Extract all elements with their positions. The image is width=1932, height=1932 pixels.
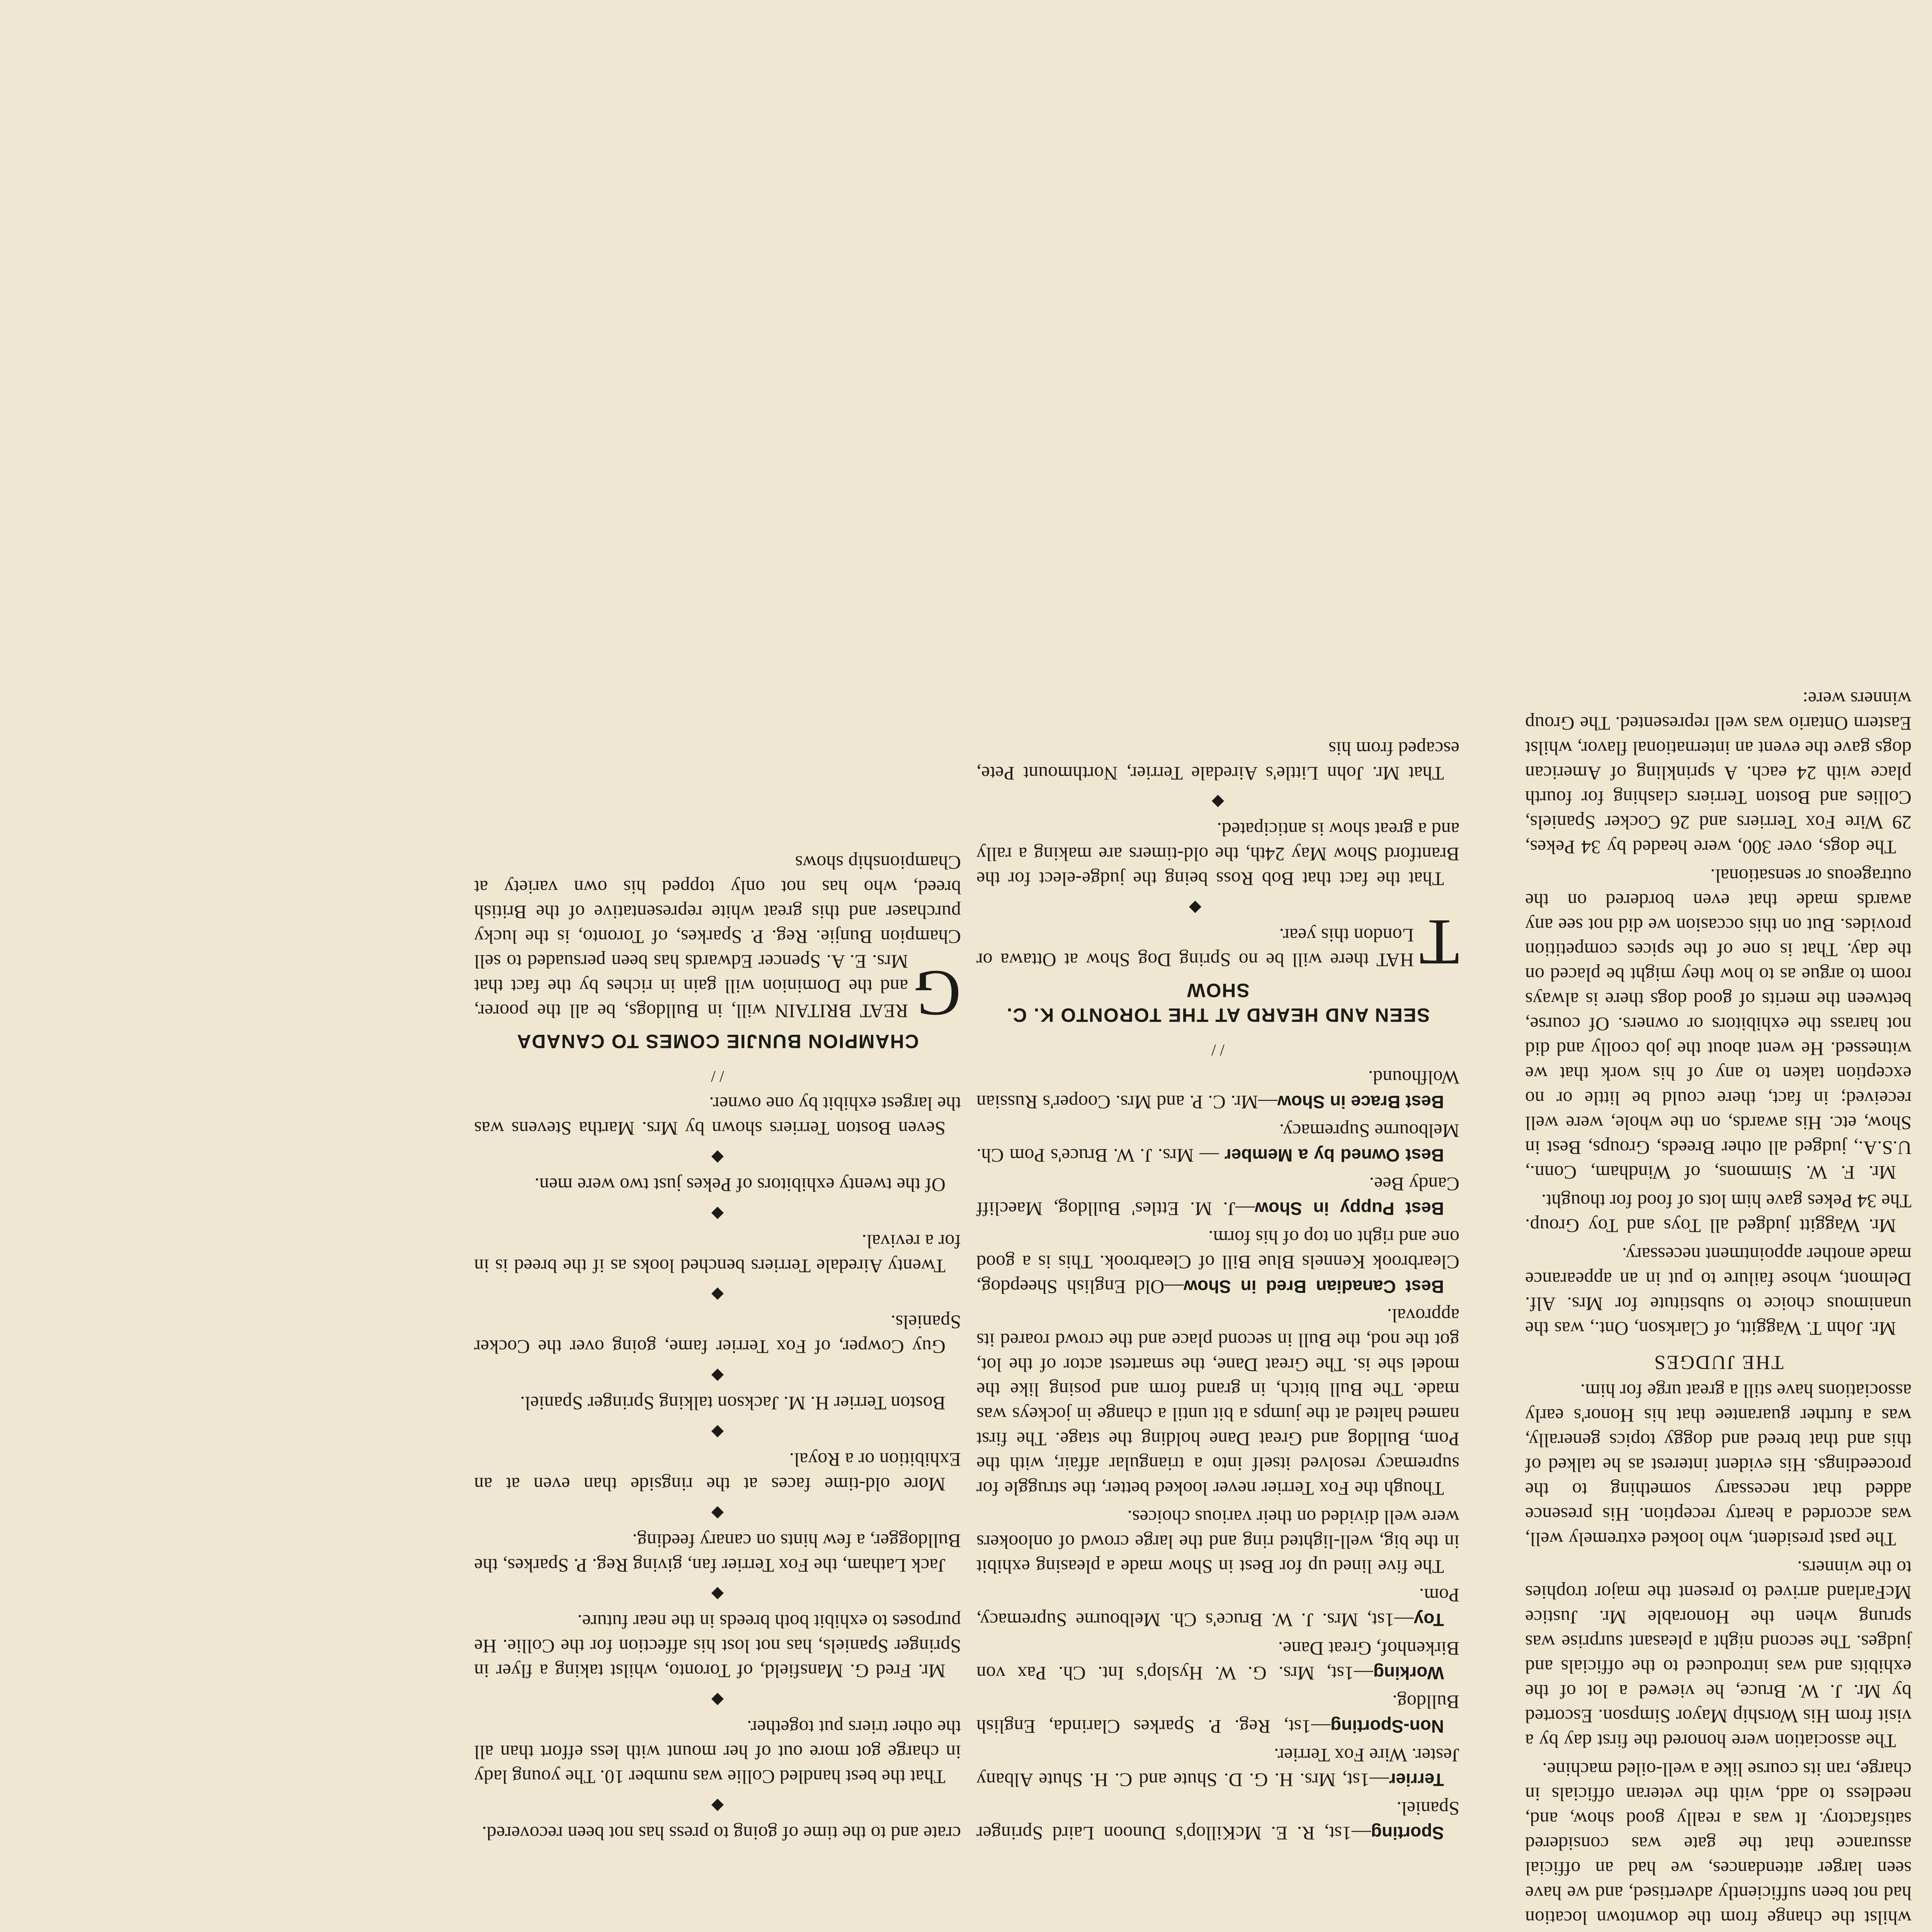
paragraph: Twenty Airedale Terriers benched looks as if the breed is in for a revival. — [474, 1230, 961, 1277]
section-separator: / / — [1211, 1041, 1225, 1059]
paragraph: Mr. John T. Waggitt, of Clarkson, Ont., was the unanimous choice to substitute for Mrs. Alf. Delmont, whose failure to put in an appearance made another appointment necessary. — [1525, 1244, 1912, 1340]
paragraph: Mr. F. W. Simmons, of Windham, Conn., U.S.A., judged all other Breeds, Groups, Best in Show, etc. His awards, on the whole, were well received; in fact, there could be little or no exception taken to any of his work that we witnessed. He went about the job coolly and did not harass the exhibitors or owners. Of course, between the merits of good dogs there is always room to argue as to how they might be placed on the day. That is one of the spices competition provides. But on this occasion we did not see any awards made that even bordered on the outrageous or sensational. — [1525, 865, 1912, 1184]
award-canadian-bred: Best Canadian Bred in Show—Old English Sheepdog, Clearbrook Kennels Blue Bill of Clearbrook. This is a good one and right on top of his form. — [976, 1227, 1459, 1298]
group-winner-working: Working—1st, Mrs. G. W. Hyslop's Int. Ch. Pax von Birkenhof, Great Dane. — [976, 1638, 1459, 1684]
paragraph: That the fact that Bob Ross being the judge-elect for the Brantford Show May 24th, the old-timers are making a rally and a great show is anticipated. — [976, 819, 1459, 890]
paragraph: Of the twenty exhibitors of Pekes just two were men. — [534, 1174, 946, 1196]
paragraph: crate and to the time of going to press has not been recovered. — [482, 1823, 961, 1844]
paragraph: Though the Fox Terrier never looked better, the struggle for supremacy resolved itself into a triangular affair, with the Pom, Bulldog and Great Dane holding the stage. The first named halted at the jumps a bit until a change in jockeys was made. The Bull bitch, in grand form and posing like the model she is. The Great Dane, the smartest actor of the lot, got the nod, the Bull in second place and the crowd roared its approval. — [976, 1305, 1459, 1500]
paragraph: Jack Latham, the Fox Terrier fan, giving Reg. P. Sparkes, the Bulldogger, a few hints on canary feeding. — [474, 1530, 961, 1577]
award-best-puppy: Best Puppy in Show—J. M. Ettles' Bulldog, Maecliff Candy Bee. — [976, 1173, 1459, 1220]
bullet-separator: ◆ — [1211, 793, 1225, 811]
bullet-separator: ◆ — [711, 1691, 724, 1709]
section-heading-champion-bunjie: CHAMPION BUNJIE COMES TO CANADA — [516, 1031, 919, 1053]
paragraph: Boston Terrier H. M. Jackson talking Springer Spaniel. — [520, 1393, 946, 1415]
bullet-separator: ◆ — [711, 1423, 724, 1441]
paragraph: More old-time faces at the ringside than even at an Exhibition or a Royal. — [474, 1449, 961, 1495]
section-heading-seen-and-heard: SEEN AND HEARD AT THE TORONTO K. C. SHOW — [1006, 980, 1430, 1026]
group-winner-sporting: Sporting—1st, R. E. McKillop's Dunoon Laird Springer Spaniel. — [976, 1798, 1459, 1844]
bullet-separator: ◆ — [711, 1367, 724, 1385]
subheading-judges: THE JUDGES — [1653, 1351, 1784, 1373]
paragraph: whilst the change from the downtown location had not been sufficiently advertised, and we have seen larger attendances, we had an official assurance that the gate was considered satisfactory. It was a really good show, and, needless to add, with the veteran officials in charge, ran its course like a well-oiled machine. — [1525, 1759, 1912, 1929]
paragraph: Seven Boston Terriers shown by Mrs. Martha Stevens was the largest exhibit by one owner. — [474, 1093, 961, 1140]
column-1 — [1525, 683, 1912, 1932]
column-3 — [474, 847, 961, 1846]
bullet-separator: ◆ — [711, 1204, 724, 1223]
section-separator: / / — [711, 1067, 724, 1085]
group-winner-non-sporting: Non-Sporting—1st, Reg. P. Sparkes Clarinda, English Bulldog. — [976, 1691, 1459, 1738]
paragraph: That the best handled Collie was number 10. The young lady in charge got more out of her mount with less effort than all the other triers put together. — [474, 1717, 961, 1788]
group-winner-toy: Toy—1st, Mrs. J. W. Bruce's Ch. Melbourne Supremacy, Pom. — [976, 1585, 1459, 1631]
bullet-separator: ◆ — [711, 1286, 724, 1304]
paragraph: That Mr. John Little's Airedale Terrier, Northmount Pete, escaped from his — [976, 738, 1459, 784]
bullet-separator: ◆ — [711, 1585, 724, 1603]
group-winner-terrier: Terrier—1st, Mrs. H. G. D. Shute and C. H. Shute Albany Jester. Wire Fox Terrier. — [976, 1745, 1459, 1791]
award-best-member: Best Owned by a Member — Mrs. J. W. Bruce's Pom Ch. Melbourne Supremacy. — [976, 1120, 1459, 1167]
bullet-separator: ◆ — [711, 1797, 724, 1815]
paragraph: Mr. Fred G. Mansfield, of Toronto, whilst taking a flyer in Springer Spaniels, has not lost his affection for the Collie. He purposes to exhibit both breeds in the near future. — [474, 1611, 961, 1682]
paragraph: The five lined up for Best in Show made a pleasing exhibit in the big, well-lighted ring and the large crowd of onlookers were well divided on their various choices. — [976, 1507, 1459, 1578]
paragraph: Mr. Waggitt judged all Toys and Toy Group. The 34 Pekes gave him lots of food for thought. — [1525, 1190, 1912, 1237]
drop-cap: T — [1419, 906, 1459, 979]
bullet-separator: ◆ — [711, 1504, 724, 1522]
paragraph: The past president, who looked extremely well, was accorded a hearty reception. His presence added that necessary something to the proceedings. His evident interest as he talked of this and that breed and doggy topics generally, was a further guarantee that his Honor's early associations have still a great urge for him. — [1525, 1380, 1912, 1550]
award-best-brace: Best Brace in Show—Mr. C. P. and Mrs. Cooper's Russian Wolfhound. — [976, 1067, 1459, 1113]
paragraph: T HAT there will be no Spring Dog Show at Ottawa or London this year. — [976, 906, 1459, 979]
bullet-separator: ◆ — [711, 1148, 724, 1166]
bullet-separator: ◆ — [1189, 899, 1202, 917]
column-2 — [976, 733, 1459, 1846]
paragraph: Guy Cowper, of Fox Terrier fame, going over the Cocker Spaniels. — [474, 1311, 961, 1358]
paragraph: G REAT BRITAIN will, in Bulldogs, be all the poorer, and the Dominion will gain in riches by the fact that Mrs. E. A. Spencer Edwards has been persuaded to sell Champion Bunjie. Reg. P. Sparkes, of Toronto, is the lucky purchaser and this great white representative of the British breed, who has not only topped his own variety at Championship shows — [474, 852, 961, 1030]
paragraph: The association were honored the first day by a visit from His Worship Mayor Simpson. Escorted by Mr. J. W. Bruce, he viewed a lot of the exhibits and was introduced to the officials and judges. The second night a pleasant surprise was sprung when the Honorable Mr. Justice McFarland arrived to present the major trophies to the winners. — [1525, 1557, 1912, 1752]
paragraph: The dogs, over 300, were headed by 34 Pekes, 29 Wire Fox Terriers and 26 Cocker Spaniels, Collies and Boston Terriers clashing for fourth place with 24 each. A sprinkling of American dogs gave the event an international flavor, whilst Eastern Ontario was well represented. The Group winners were: — [1525, 688, 1912, 859]
drop-cap: G — [913, 957, 961, 1030]
